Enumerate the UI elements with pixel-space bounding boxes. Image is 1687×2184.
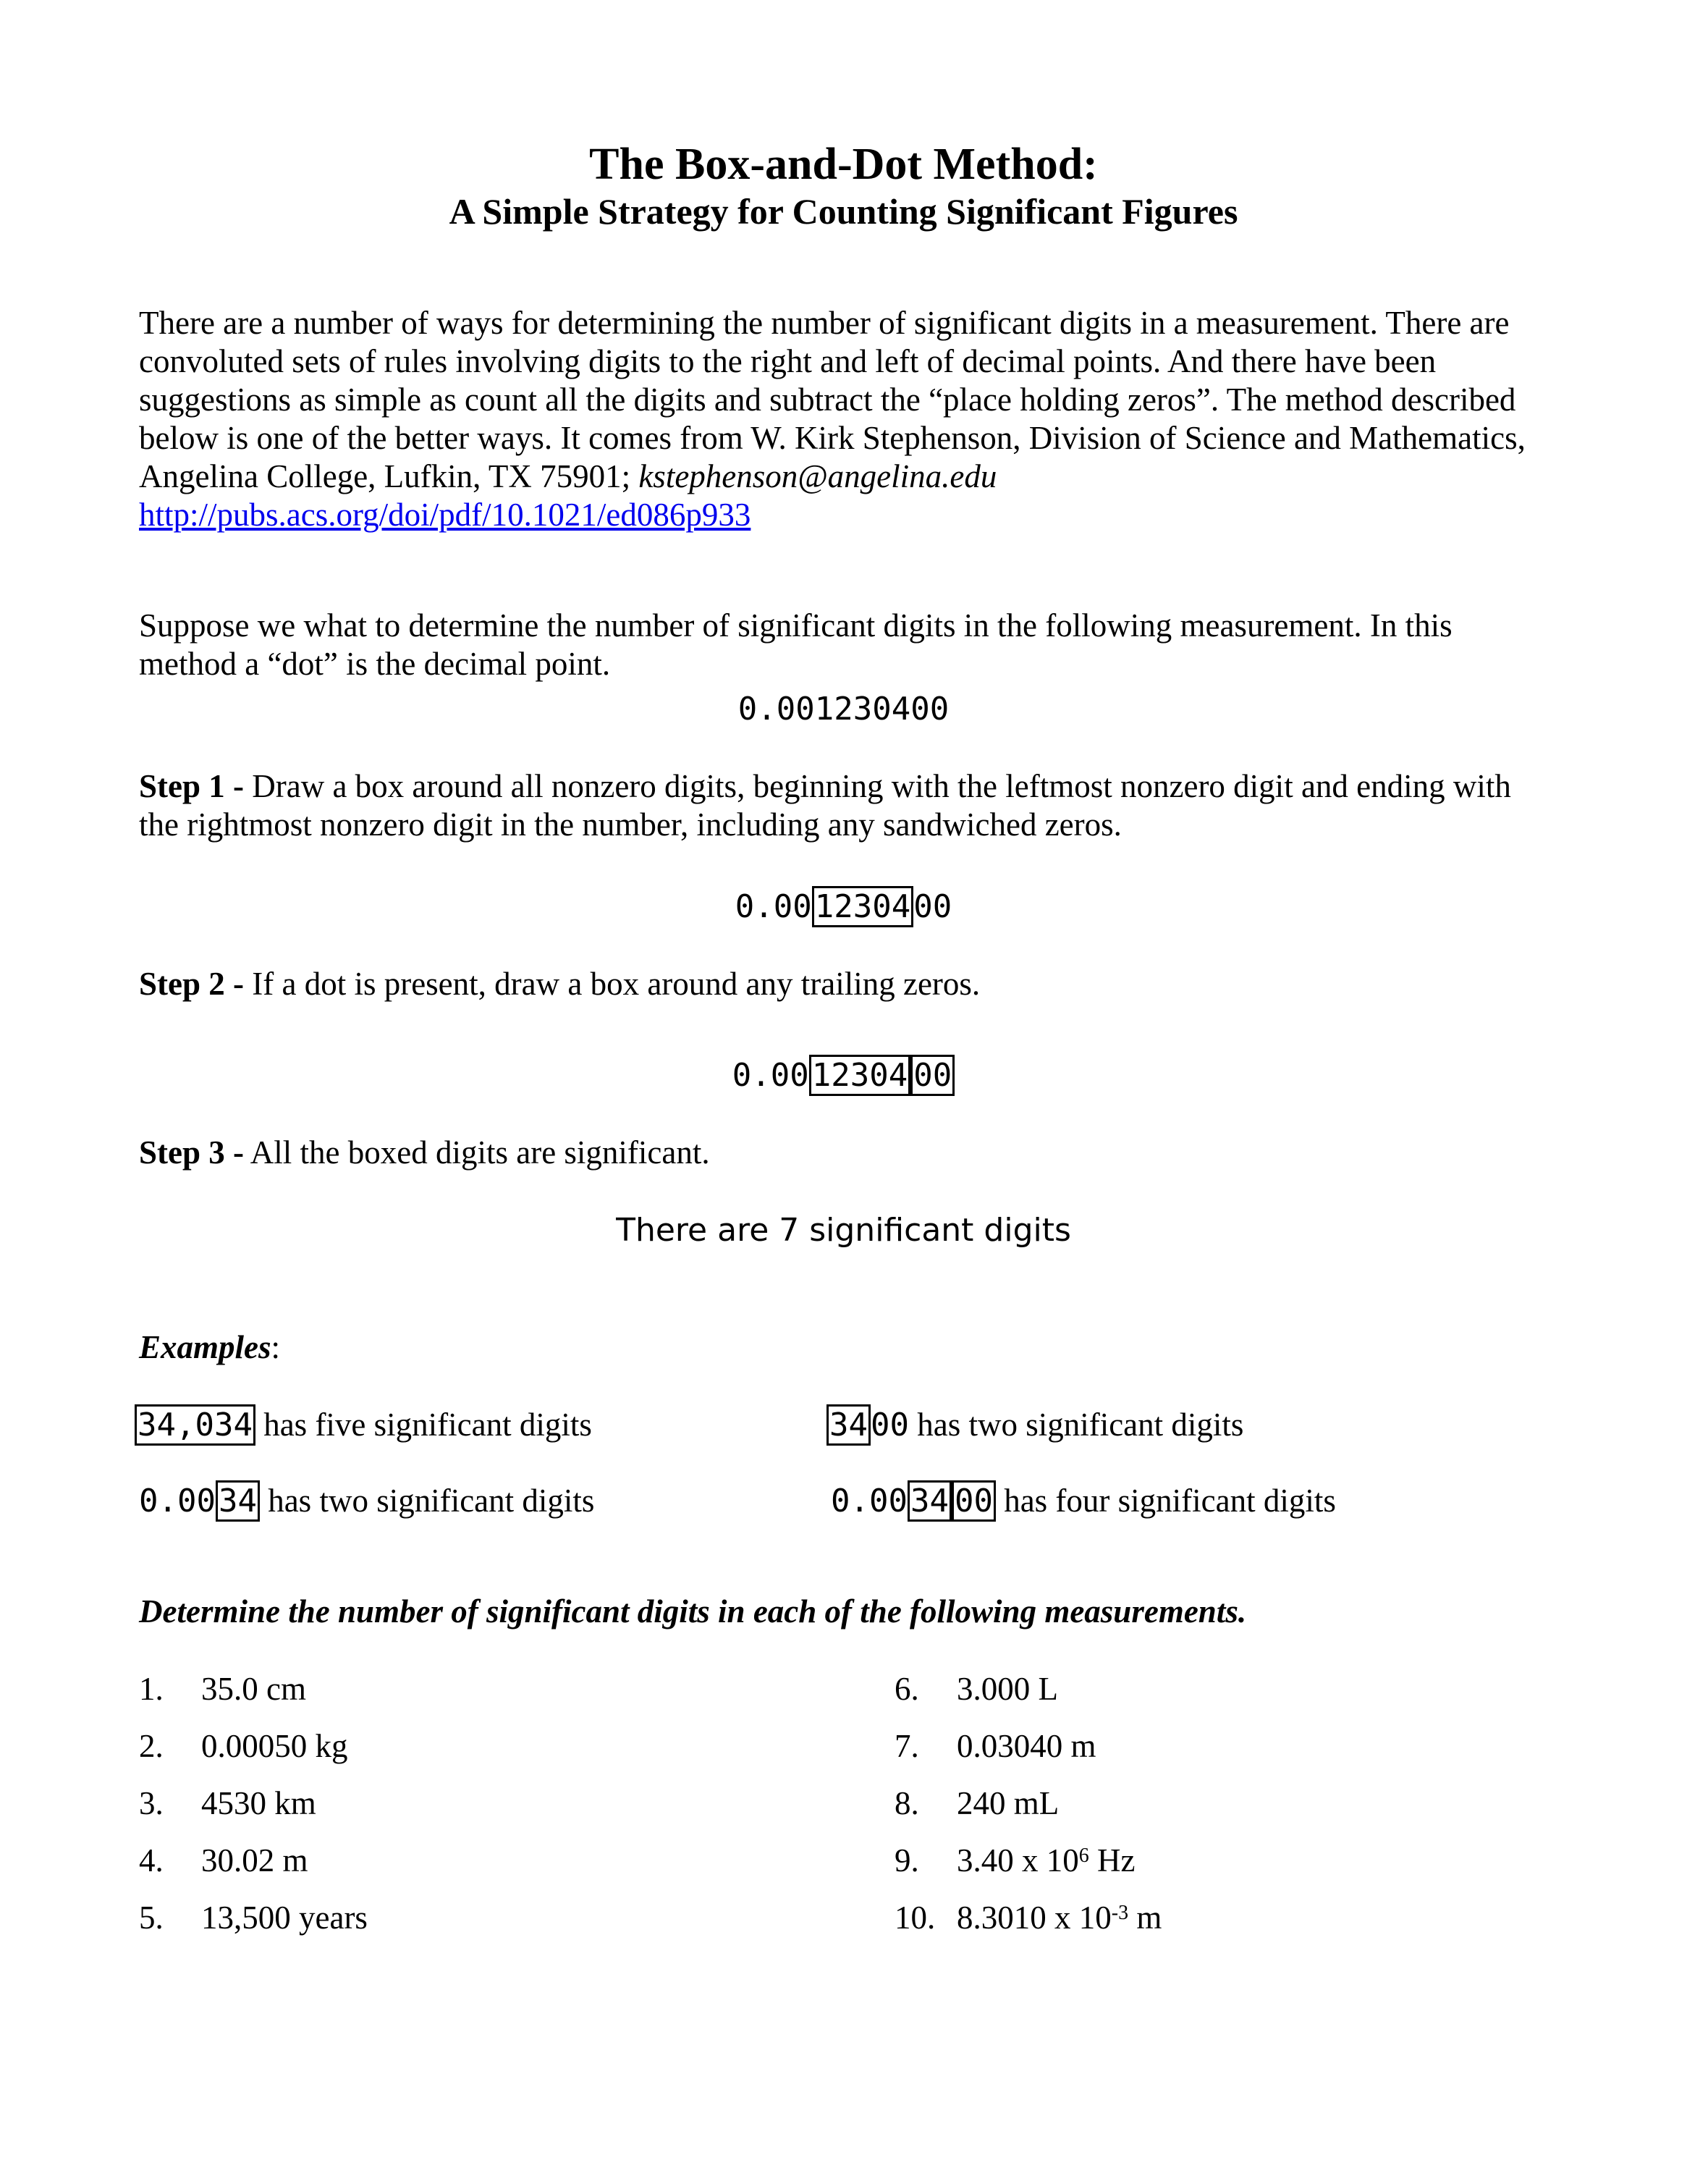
exercise-value: 0.00050 kg <box>201 1728 348 1764</box>
example-2-boxed: 34 <box>826 1404 871 1446</box>
exercise-9 <box>895 1840 1135 1881</box>
exercise-unit: Hz <box>1088 1842 1136 1879</box>
exercise-2 <box>139 1726 348 1766</box>
exercise-10 <box>895 1897 1162 1938</box>
examples-heading-colon: : <box>271 1329 281 1365</box>
intro-text: There are a number of ways for determining the number of significant digits in a measurement. There are convoluted sets of rules involving digits to the right and left of decimal points. And there have been suggestions as simple as count all the digits and subtract the “place holding zeros”. The method described below is one of the better ways. It comes from W. Kirk Stephenson, Division of Science and Mathematics, Angelina College, Lufkin, TX 75901; <box>139 305 1526 494</box>
example-4-boxed-zeros: 00 <box>952 1480 996 1522</box>
exercise-7 <box>895 1726 1096 1766</box>
exercise-value: 8.3010 x 10 <box>957 1900 1112 1936</box>
exercise-value: 0.03040 m <box>957 1728 1096 1764</box>
step-3-label: Step 3 - <box>139 1134 244 1171</box>
step-2-before: 0.00 <box>732 1057 809 1094</box>
exponent: 6 <box>1078 1844 1089 1867</box>
step-2 <box>139 965 1557 1003</box>
exercise-3 <box>139 1783 316 1823</box>
step-1 <box>139 767 1557 844</box>
exercise-number: 7. <box>895 1728 919 1764</box>
example-3 <box>139 1480 594 1522</box>
page-title: The Box-and-Dot Method: <box>589 140 1098 189</box>
exercise-number: 8. <box>895 1785 919 1821</box>
exercise-value: 13,500 years <box>201 1900 368 1936</box>
example-1-text: has five significant digits <box>255 1407 592 1443</box>
exercise-value: 3.40 x 10 <box>957 1842 1079 1879</box>
example-4 <box>831 1480 1336 1522</box>
example-1 <box>135 1404 592 1446</box>
example-2-text: has two significant digits <box>908 1407 1244 1443</box>
step-3-text: All the boxed digits are significant. <box>244 1134 710 1171</box>
exercise-4 <box>139 1840 308 1881</box>
exercise-value: 3.000 L <box>957 1671 1058 1707</box>
step-1-boxed-digits: 12304 <box>812 886 913 927</box>
step-3 <box>139 1134 1557 1172</box>
exercise-5 <box>139 1897 368 1938</box>
example-3-before: 0.00 <box>139 1483 216 1519</box>
measurement-example: 0.001230400 <box>737 691 950 728</box>
example-3-text: has two significant digits <box>259 1483 595 1519</box>
step-2-text: If a dot is present, draw a box around any trailing zeros. <box>244 966 981 1002</box>
exercise-number: 10. <box>895 1900 936 1936</box>
step-2-boxed-zeros: 00 <box>910 1055 955 1096</box>
exercise-6 <box>895 1669 1058 1709</box>
example-3-boxed: 34 <box>216 1480 260 1522</box>
example-1-boxed: 34,034 <box>135 1404 255 1446</box>
step-1-number <box>0 887 1687 927</box>
step-1-before: 0.00 <box>735 888 812 925</box>
exercise-number: 9. <box>895 1842 919 1879</box>
suppose-paragraph: Suppose we what to determine the number of significant digits in the following measurement. In this method a “dot” is the decimal point. <box>139 607 1453 682</box>
step-1-text: Draw a box around all nonzero digits, beginning with the leftmost nonzero digit and ending with the rightmost nonzero digit in the number, including any sandwiched zeros. <box>139 768 1511 843</box>
exercise-value: 30.02 m <box>201 1842 308 1879</box>
step-2-label: Step 2 - <box>139 966 244 1002</box>
example-4-text: has four significant digits <box>995 1483 1336 1519</box>
examples-heading <box>139 1328 280 1366</box>
example-2-after: 00 <box>870 1407 909 1443</box>
reference-link[interactable]: http://pubs.acs.org/doi/pdf/10.1021/ed086p933 <box>139 497 751 533</box>
exercise-value: 4530 km <box>201 1785 316 1821</box>
exercise-number: 2. <box>139 1728 164 1764</box>
page-subtitle: A Simple Strategy for Counting Significant Figures <box>449 191 1238 232</box>
step-2-number <box>0 1055 1687 1096</box>
step-2-boxed-digits: 12304 <box>809 1055 910 1096</box>
exercise-value: 240 mL <box>957 1785 1060 1821</box>
exponent: -3 <box>1111 1902 1129 1924</box>
step-1-label: Step 1 - <box>139 768 244 804</box>
examples-heading-text: Examples <box>139 1329 271 1365</box>
exercise-unit: m <box>1128 1900 1162 1936</box>
example-4-before: 0.00 <box>831 1483 908 1519</box>
exercise-number: 3. <box>139 1785 164 1821</box>
exercise-number: 5. <box>139 1900 164 1936</box>
exercise-number: 4. <box>139 1842 164 1879</box>
step-3-result: There are 7 significant digits <box>616 1212 1071 1249</box>
exercise-8 <box>895 1783 1059 1823</box>
exercise-1 <box>139 1669 306 1709</box>
exercise-number: 1. <box>139 1671 164 1707</box>
exercise-value: 35.0 cm <box>201 1671 306 1707</box>
example-2 <box>826 1404 1243 1446</box>
example-4-boxed-digits: 34 <box>908 1480 952 1522</box>
exercise-number: 6. <box>895 1671 919 1707</box>
author-email: kstephenson@angelina.edu <box>638 458 997 494</box>
step-1-after: 00 <box>913 888 952 925</box>
intro-paragraph <box>139 304 1557 534</box>
exercises-heading: Determine the number of significant digits in each of the following measurements. <box>139 1593 1247 1629</box>
